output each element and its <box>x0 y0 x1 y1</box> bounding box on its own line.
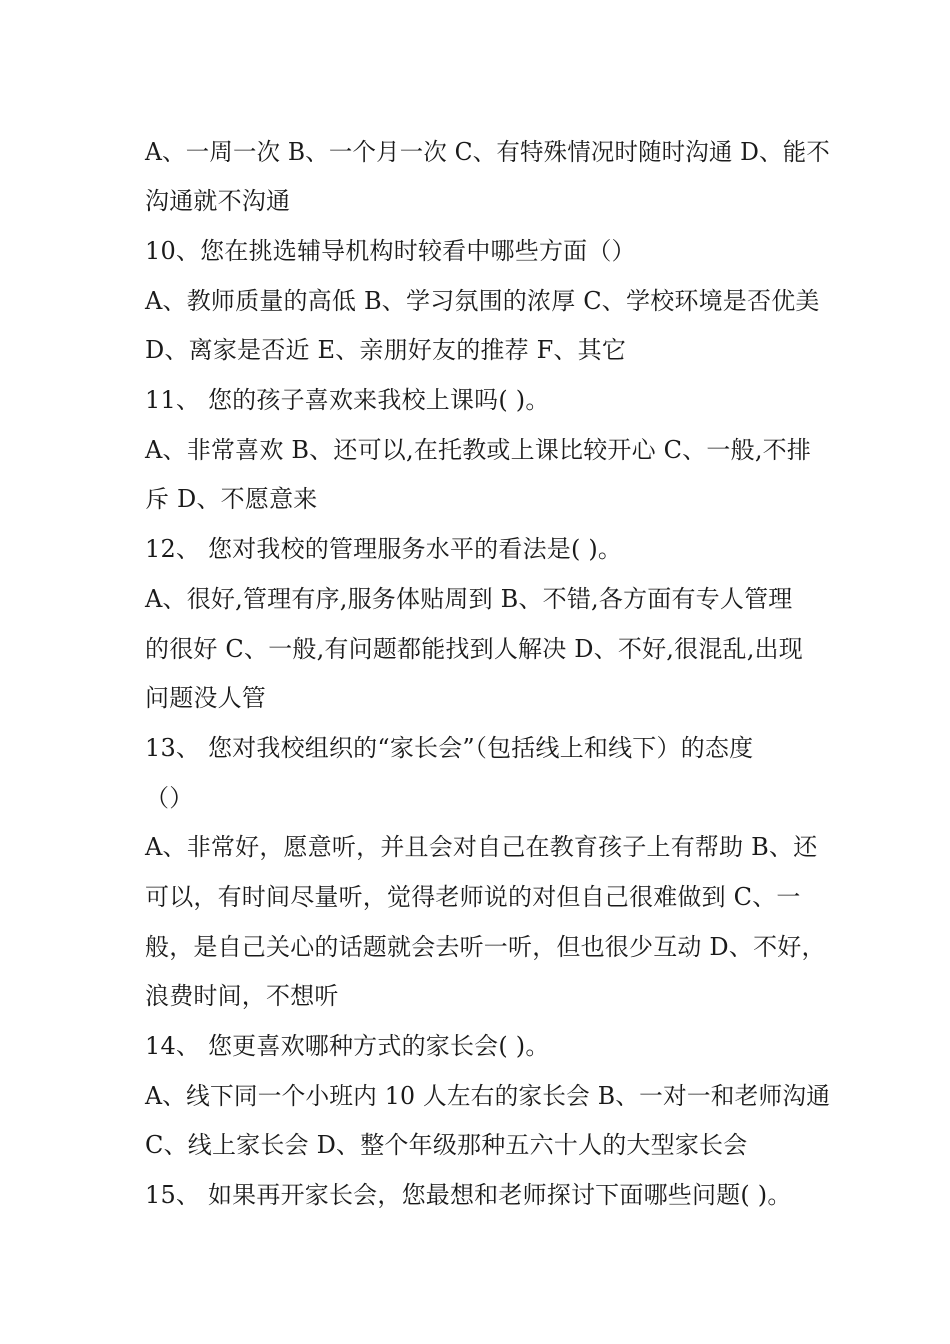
q11-options-line-2: 斥 D、不愿意来 <box>145 485 318 513</box>
q13-options-line-1: A、非常好，愿意听，并且会对自己在教育孩子上有帮助 B、还 <box>145 833 818 861</box>
q12-options-line-3: 问题没人管 <box>145 684 266 712</box>
q11-question: 11、 您的孩子喜欢来我校上课吗( )。 <box>145 386 550 414</box>
q10-options-line-1: A、教师质量的高低 B、学习氛围的浓厚 C、学校环境是否优美 <box>145 287 820 315</box>
q12-options-line-2: 的很好 C、一般,有问题都能找到人解决 D、不好,很混乱,出现 <box>145 635 803 663</box>
q13-question-blank: （） <box>145 784 194 812</box>
q12-options-line-1: A、很好,管理有序,服务体贴周到 B、不错,各方面有专人管理 <box>145 585 793 613</box>
q14-options-line-2: C、线上家长会 D、整个年级那种五六十人的大型家长会 <box>145 1131 748 1159</box>
q10-question: 10、您在挑选辅导机构时较看中哪些方面（） <box>145 237 636 265</box>
q13-options-line-3: 般，是自己关心的话题就会去听一听，但也很少互动 D、不好， <box>145 933 826 961</box>
q15-question: 15、 如果再开家长会，您最想和老师探讨下面哪些问题( )。 <box>145 1181 792 1209</box>
q14-options-line-1: A、线下同一个小班内 10 人左右的家长会 B、一对一和老师沟通 <box>145 1082 831 1110</box>
q9-options-line-2: 沟通就不沟通 <box>145 187 291 215</box>
q12-question: 12、 您对我校的管理服务水平的看法是( )。 <box>145 535 623 563</box>
q9-options-line-1: A、一周一次 B、一个月一次 C、有特殊情况时随时沟通 D、能不 <box>145 138 831 166</box>
q11-options-line-1: A、非常喜欢 B、还可以,在托教或上课比较开心 C、一般,不排 <box>145 436 812 464</box>
q13-question: 13、 您对我校组织的“家长会”（包括线上和线下）的态度 <box>145 734 754 762</box>
q13-options-line-2: 可以，有时间尽量听，觉得老师说的对但自己很难做到 C、一 <box>145 883 801 911</box>
q10-options-line-2: D、离家是否近 E、亲朋好友的推荐 F、其它 <box>145 336 627 364</box>
q14-question: 14、 您更喜欢哪种方式的家长会( )。 <box>145 1032 550 1060</box>
q13-options-line-4: 浪费时间，不想听 <box>145 982 339 1010</box>
